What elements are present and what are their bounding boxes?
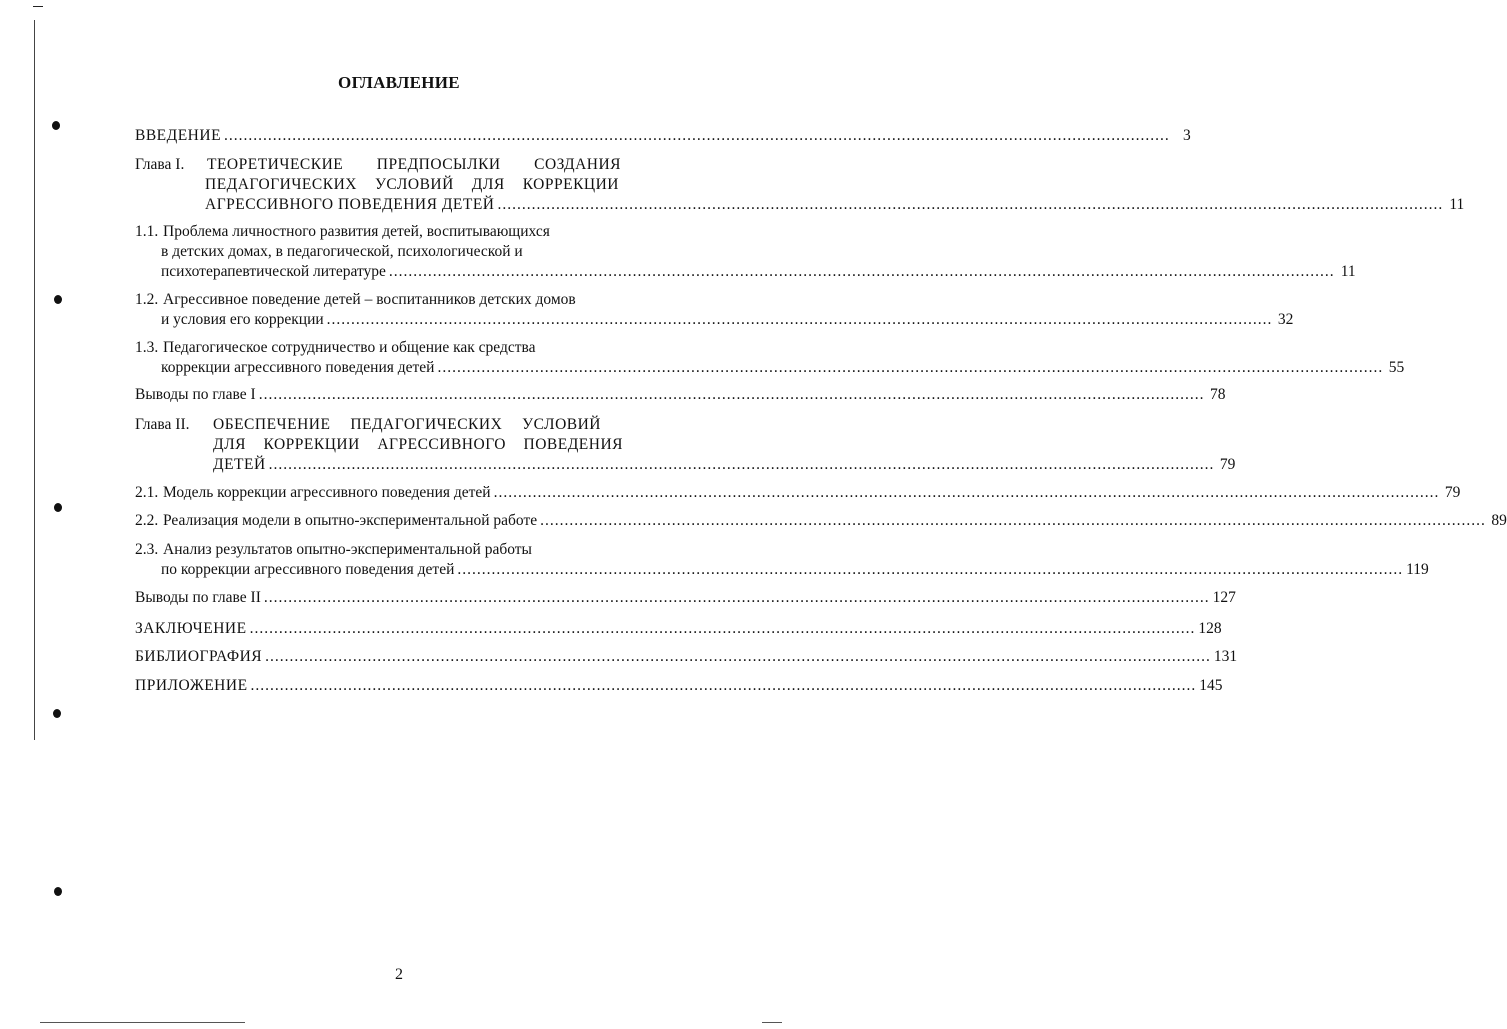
toc-label: Выводы по главе I: [135, 386, 256, 403]
toc-line: Проблема личностного развития детей, воспитывающихся: [163, 223, 550, 240]
dot-leader: ..................................................................................................................................................................................................: [493, 484, 1440, 501]
dot-leader: ..................................................................................................................................................................................................: [263, 589, 1210, 606]
toc-line: психотерапевтической литературе: [161, 263, 386, 280]
toc-page-number: 128: [1198, 620, 1222, 637]
toc-page-number: 79: [1444, 484, 1461, 501]
toc-entry-intro[interactable]: [135, 126, 1191, 146]
toc-entry-section-1-1[interactable]: [135, 222, 1356, 282]
section-number: 1.1.: [135, 223, 159, 240]
section-number: 1.2.: [135, 291, 159, 308]
dot-leader: ..................................................................................................................................................................................................: [249, 620, 1196, 637]
dot-leader: ..................................................................................................................................................................................................: [258, 386, 1205, 403]
scan-bottom-line: [40, 1022, 245, 1023]
punch-hole-2: [54, 295, 62, 304]
toc-entry-section-2-3[interactable]: [135, 540, 1429, 580]
dot-leader: ..................................................................................................................................................................................................: [457, 561, 1404, 578]
punch-hole-5: [54, 887, 62, 896]
toc-entry-bibliography[interactable]: [135, 647, 1238, 667]
toc-page-number: 11: [1449, 196, 1465, 213]
section-number: 2.1.: [135, 484, 159, 501]
toc-entry-section-1-2[interactable]: [135, 290, 1294, 330]
toc-line: АГРЕССИВНОГО ПОВЕДЕНИЯ ДЕТЕЙ: [205, 196, 495, 213]
dot-leader: ..................................................................................................................................................................................................: [268, 456, 1215, 473]
toc-line: по коррекции агрессивного поведения детей: [161, 561, 455, 578]
toc-line: коррекции агрессивного поведения детей: [161, 359, 435, 376]
toc-page-number: 55: [1388, 359, 1405, 376]
toc-entry-section-1-3[interactable]: [135, 338, 1405, 378]
toc-page-number: 3: [1183, 127, 1191, 144]
toc-page-number: 119: [1406, 561, 1429, 578]
scan-edge-line: [34, 20, 35, 740]
dot-leader: ..................................................................................................................................................................................................: [497, 196, 1444, 213]
toc-page-number: 127: [1212, 589, 1236, 606]
toc-page-number: 89: [1491, 512, 1507, 529]
section-number: 2.3.: [135, 541, 159, 558]
dot-leader: ..................................................................................................................................................................................................: [326, 311, 1273, 328]
toc-label: ВВЕДЕНИЕ: [135, 127, 222, 144]
scan-bottom-line-right: [762, 1022, 782, 1023]
toc-line: в детских домах, в педагогической, психологической и: [161, 243, 523, 260]
chapter-prefix: Глава I.: [135, 156, 185, 173]
section-number: 1.3.: [135, 339, 159, 356]
dot-leader: ..................................................................................................................................................................................................: [265, 648, 1211, 665]
toc-page-number: 78: [1209, 386, 1226, 403]
toc-line: ПЕДАГОГИЧЕСКИХ УСЛОВИЙ ДЛЯ КОРРЕКЦИИ: [205, 176, 619, 193]
punch-hole-3: [54, 503, 62, 512]
toc-page-number: 131: [1213, 648, 1238, 665]
dot-leader: ..................................................................................................................................................................................................: [437, 359, 1384, 376]
toc-line: ОБЕСПЕЧЕНИЕ ПЕДАГОГИЧЕСКИХ УСЛОВИЙ: [213, 416, 601, 433]
toc-entry-conclusion[interactable]: [135, 619, 1222, 639]
toc-entry-conclusions-1[interactable]: [135, 385, 1226, 405]
toc-entry-section-2-1[interactable]: [135, 483, 1461, 503]
toc-page-number: 79: [1219, 456, 1236, 473]
toc-line: Модель коррекции агрессивного поведения детей: [163, 484, 491, 501]
toc-line: ДЛЯ КОРРЕКЦИИ АГРЕССИВНОГО ПОВЕДЕНИЯ: [213, 436, 623, 453]
punch-hole-4: [53, 709, 61, 718]
toc-entry-chapter-1[interactable]: [135, 155, 1465, 215]
page-title: ОГЛАВЛЕНИЕ: [338, 73, 460, 92]
toc-label: ПРИЛОЖЕНИЕ: [135, 677, 248, 694]
dot-leader: ..................................................................................................................................................................................................: [250, 677, 1197, 694]
page-number: 2: [395, 966, 403, 983]
toc-entry-section-2-2[interactable]: [135, 511, 1507, 531]
toc-line: Агрессивное поведение детей – воспитанников детских домов: [163, 291, 576, 308]
punch-hole-1: [52, 121, 60, 130]
toc-label: Выводы по главе II: [135, 589, 261, 606]
toc-entry-conclusions-2[interactable]: [135, 588, 1236, 608]
toc-entry-chapter-2[interactable]: [135, 415, 1236, 475]
toc-label: БИБЛИОГРАФИЯ: [135, 648, 263, 665]
toc-line: Реализация модели в опытно-экспериментальной работе: [163, 512, 538, 529]
dot-leader: ..................................................................................................................................................................................................: [224, 127, 1170, 144]
toc-page-number: 11: [1340, 263, 1356, 280]
toc-line: Педагогическое сотрудничество и общение как средства: [163, 339, 536, 356]
toc-line: Анализ результатов опытно-экспериментальной работы: [163, 541, 532, 558]
dot-leader: ..................................................................................................................................................................................................: [540, 512, 1486, 529]
toc-line: ДЕТЕЙ: [213, 456, 266, 473]
scan-corner-mark: [33, 6, 43, 7]
toc-line: и условия его коррекции: [161, 311, 324, 328]
section-number: 2.2.: [135, 512, 159, 529]
toc-label: ЗАКЛЮЧЕНИЕ: [135, 620, 247, 637]
dot-leader: ..................................................................................................................................................................................................: [388, 263, 1335, 280]
toc-line: ТЕОРЕТИЧЕСКИЕ ПРЕДПОСЫЛКИ СОЗДАНИЯ: [207, 156, 621, 173]
toc-page-number: 32: [1277, 311, 1294, 328]
toc-page-number: 145: [1199, 677, 1223, 694]
toc-entry-appendix[interactable]: [135, 676, 1223, 696]
chapter-prefix: Глава II.: [135, 416, 190, 433]
